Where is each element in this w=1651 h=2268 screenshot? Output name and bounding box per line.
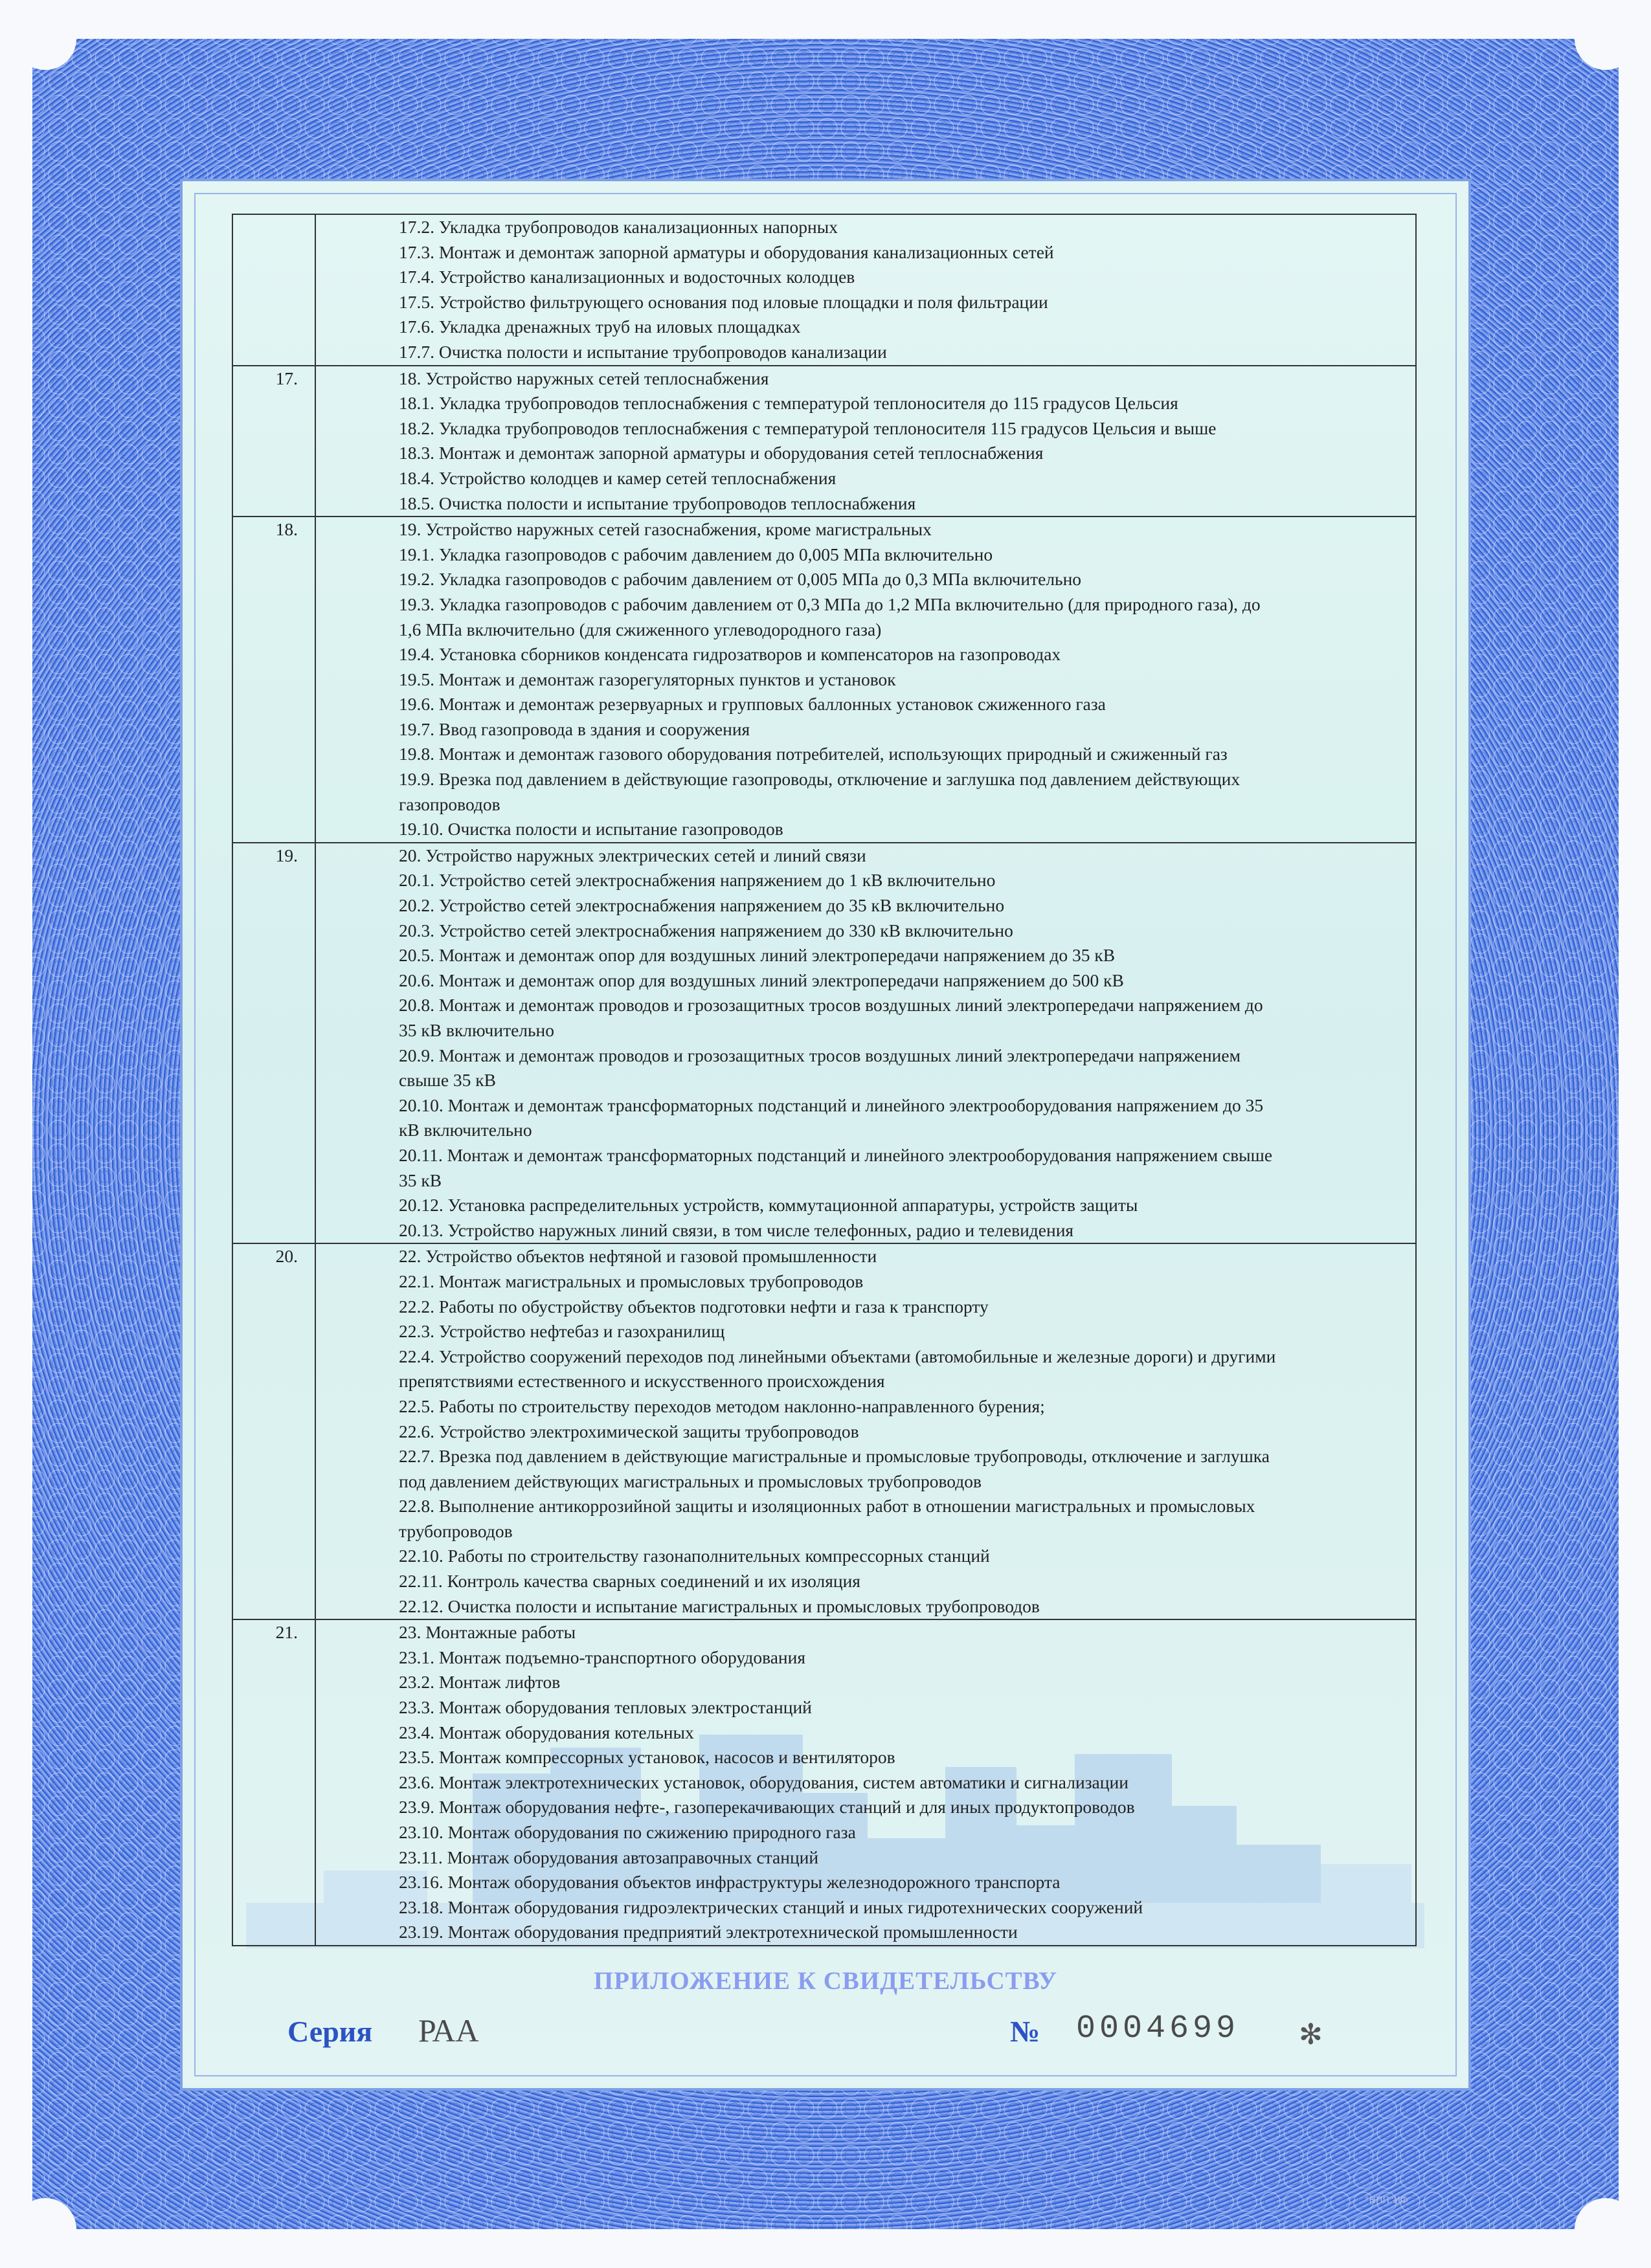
work-type-line: 23.1. Монтаж подъемно-транспортного оборудования xyxy=(399,1647,806,1667)
row-number: 18. xyxy=(232,517,315,843)
work-type-line: 19. Устройство наружных сетей газоснабжения, кроме магистральных xyxy=(399,519,932,540)
work-type-line: 20.13. Устройство наружных линий связи, в том числе телефонных, радио и телевидения xyxy=(399,1219,1074,1240)
work-type-line: 23.10. Монтаж оборудования по сжижению природного газа xyxy=(399,1822,856,1842)
table-row xyxy=(232,1619,1416,1946)
work-type-line: 20.5. Монтаж и демонтаж опор для воздушных линий электропередачи напряжением до 35 кВ xyxy=(399,945,1116,966)
works-table xyxy=(232,214,1417,1946)
table-row xyxy=(232,517,1416,843)
work-type-line: 22.1. Монтаж магистральных и промысловых трубопроводов xyxy=(399,1271,864,1291)
work-type-line: 20.3. Устройство сетей электроснабжения напряжением до 330 кВ включительно xyxy=(399,920,1013,940)
work-type-line: 22.5. Работы по строительству переходов методом наклонно-направленного бурения; xyxy=(399,1395,1045,1416)
work-type-line: препятствиями естественного и искусственного происхождения xyxy=(399,1371,885,1392)
row-number: 20. xyxy=(232,1243,315,1619)
work-type-line: 17.4. Устройство канализационных и водосточных колодцев xyxy=(399,267,855,287)
work-type-line: 23.18. Монтаж оборудования гидроэлектрических станций и иных гидротехнических сооружений xyxy=(399,1896,1143,1917)
work-type-line: 19.5. Монтаж и демонтаж газорегуляторных пунктов и установок xyxy=(399,669,896,689)
work-types-cell xyxy=(315,1243,1416,1619)
printer-mark: "НПП"ИФ xyxy=(1365,2196,1408,2206)
row-number: 17. xyxy=(232,366,315,517)
work-type-line: 22.7. Врезка под давлением в действующие магистральные и промысловые трубопроводы, отключение и заглушка xyxy=(399,1446,1270,1467)
work-type-line: 19.8. Монтаж и демонтаж газового оборудования потребителей, использующих природный и сжиженный газ xyxy=(399,744,1228,764)
work-type-line: 22.6. Устройство электрохимической защиты трубопроводов xyxy=(399,1421,859,1441)
work-type-line: 19.9. Врезка под давлением в действующие газопроводы, отключение и заглушка под давлением действующих xyxy=(399,769,1241,790)
work-type-line: 35 кВ xyxy=(399,1170,442,1190)
work-types-cell xyxy=(315,843,1416,1244)
work-type-line: 17.7. Очистка полости и испытание трубопроводов канализации xyxy=(399,341,887,362)
work-type-line: 18.2. Укладка трубопроводов теплоснабжения с температурой теплоносителя 115 градусов Цельсия и выше xyxy=(399,417,1217,438)
row-number: 19. xyxy=(232,843,315,1244)
work-types-cell xyxy=(315,1619,1416,1946)
work-type-line: 19.1. Укладка газопроводов с рабочим давлением до 0,005 МПа включительно xyxy=(399,544,993,564)
work-type-line: 20.1. Устройство сетей электроснабжения напряжением до 1 кВ включительно xyxy=(399,870,996,891)
work-type-line: 20.9. Монтаж и демонтаж проводов и грозозащитных тросов воздушных линий электропередачи напряжением xyxy=(399,1045,1241,1065)
work-type-line: 20.12. Установка распределительных устройств, коммутационной аппаратуры, устройств защиты xyxy=(399,1195,1138,1216)
work-type-line: 20. Устройство наружных электрических сетей и линий связи xyxy=(399,845,866,865)
row-number: 21. xyxy=(232,1619,315,1946)
work-type-line: 19.7. Ввод газопровода в здания и сооружения xyxy=(399,718,750,739)
work-type-line: 18.3. Монтаж и демонтаж запорной арматуры и оборудования сетей теплоснабжения xyxy=(399,443,1044,463)
annex-title: ПРИЛОЖЕНИЕ К СВИДЕТЕЛЬСТВУ xyxy=(593,1967,1058,1995)
series-label: Серия xyxy=(287,2015,373,2048)
work-type-line: 22. Устройство объектов нефтяной и газовой промышленности xyxy=(399,1246,877,1267)
work-type-line: 22.8. Выполнение антикоррозийной защиты и изоляционных работ в отношении магистральных и промысловых xyxy=(399,1496,1255,1517)
work-type-line: 20.2. Устройство сетей электроснабжения напряжением до 35 кВ включительно xyxy=(399,895,1005,916)
work-type-line: 17.6. Укладка дренажных труб на иловых площадках xyxy=(399,317,801,337)
work-type-line: 20.10. Монтаж и демонтаж трансформаторных подстанций и линейного электрооборудования напряжением до 35 xyxy=(399,1095,1264,1115)
work-type-line: 23. Монтажные работы xyxy=(399,1622,576,1643)
work-type-line: 18.5. Очистка полости и испытание трубопроводов теплоснабжения xyxy=(399,493,916,513)
work-type-line: 23.19. Монтаж оборудования предприятий электротехнической промышленности xyxy=(399,1922,1018,1942)
work-type-line: 20.6. Монтаж и демонтаж опор для воздушных линий электропередачи напряжением до 500 кВ xyxy=(399,970,1124,990)
table-row xyxy=(232,366,1416,517)
work-type-line: 17.5. Устройство фильтрующего основания под иловые площадки и поля фильтрации xyxy=(399,291,1048,312)
work-type-line: 22.4. Устройство сооружений переходов под линейными объектами (автомобильные и железные дороги) и другими xyxy=(399,1346,1276,1366)
work-type-line: 19.4. Установка сборников конденсата гидрозатворов и компенсаторов на газопроводах xyxy=(399,644,1061,665)
work-types-cell xyxy=(315,214,1416,366)
work-type-line: 22.12. Очистка полости и испытание магистральных и промысловых трубопроводов xyxy=(399,1595,1040,1616)
work-type-line: 22.11. Контроль качества сварных соединений и их изоляция xyxy=(399,1571,860,1592)
work-type-line: 23.16. Монтаж оборудования объектов инфраструктуры железнодорожного транспорта xyxy=(399,1872,1061,1893)
work-type-line: кВ включительно xyxy=(399,1120,532,1140)
series-value: РАА xyxy=(418,2012,479,2049)
work-type-line: 18.1. Укладка трубопроводов теплоснабжения с температурой теплоносителя до 115 градусов Цельсия xyxy=(399,393,1178,414)
work-type-line: 20.11. Монтаж и демонтаж трансформаторных подстанций и линейного электрооборудования напряжением свыше xyxy=(399,1144,1273,1165)
work-type-line: 19.6. Монтаж и демонтаж резервуарных и групповых баллонных установок сжиженного газа xyxy=(399,694,1106,715)
work-type-line: 35 кВ включительно xyxy=(399,1020,555,1040)
work-type-line: 22.2. Работы по обустройству объектов подготовки нефти и газа к транспорту xyxy=(399,1296,989,1317)
work-type-line: свыше 35 кВ xyxy=(399,1070,497,1091)
work-types-cell xyxy=(315,517,1416,843)
asterisk-mark: ✻ xyxy=(1299,2018,1323,2051)
work-type-line: 19.10. Очистка полости и испытание газопроводов xyxy=(399,819,783,839)
work-type-line: 23.6. Монтаж электротехнических установок, оборудования, систем автоматики и сигнализации xyxy=(399,1772,1129,1792)
work-type-line: 18. Устройство наружных сетей теплоснабжения xyxy=(399,368,769,388)
work-type-line: 17.3. Монтаж и демонтаж запорной арматуры и оборудования канализационных сетей xyxy=(399,241,1054,262)
work-type-line: 23.11. Монтаж оборудования автозаправочных станций xyxy=(399,1847,819,1867)
work-type-line: 23.2. Монтаж лифтов xyxy=(399,1672,561,1693)
work-type-line: 19.2. Укладка газопроводов с рабочим давлением от 0,005 МПа до 0,3 МПа включительно xyxy=(399,569,1082,590)
work-type-line: 19.3. Укладка газопроводов с рабочим давлением от 0,3 МПа до 1,2 МПа включительно (для природного газа), до xyxy=(399,594,1261,614)
work-type-line: 17.2. Укладка трубопроводов канализационных напорных xyxy=(399,217,838,237)
work-type-line: 22.3. Устройство нефтебаз и газохранилищ xyxy=(399,1321,725,1342)
work-type-line: газопроводов xyxy=(399,794,500,814)
works-table-body xyxy=(232,214,1416,1946)
work-type-line: трубопроводов xyxy=(399,1520,513,1541)
row-number xyxy=(232,214,315,366)
work-type-line: под давлением действующих магистральных и промысловых трубопроводов xyxy=(399,1471,982,1491)
work-type-line: 22.10. Работы по строительству газонаполнительных компрессорных станций xyxy=(399,1546,990,1566)
work-type-line: 20.8. Монтаж и демонтаж проводов и грозозащитных тросов воздушных линий электропередачи напряжением до xyxy=(399,995,1263,1016)
certificate-number: 0004699 xyxy=(1076,2010,1240,2047)
work-type-line: 23.3. Монтаж оборудования тепловых электростанций xyxy=(399,1697,812,1718)
work-type-line: 23.9. Монтаж оборудования нефте-, газоперекачивающих станций и для иных продуктопроводов xyxy=(399,1797,1135,1818)
work-type-line: 23.5. Монтаж компрессорных установок, насосов и вентиляторов xyxy=(399,1747,895,1768)
number-label: № xyxy=(1010,2015,1040,2048)
table-row xyxy=(232,843,1416,1244)
work-types-cell xyxy=(315,366,1416,517)
work-type-line: 18.4. Устройство колодцев и камер сетей теплоснабжения xyxy=(399,467,837,488)
work-type-line: 1,6 МПа включительно (для сжиженного углеводородного газа) xyxy=(399,619,882,639)
table-row xyxy=(232,214,1416,366)
table-row xyxy=(232,1243,1416,1619)
work-type-line: 23.4. Монтаж оборудования котельных xyxy=(399,1722,694,1742)
